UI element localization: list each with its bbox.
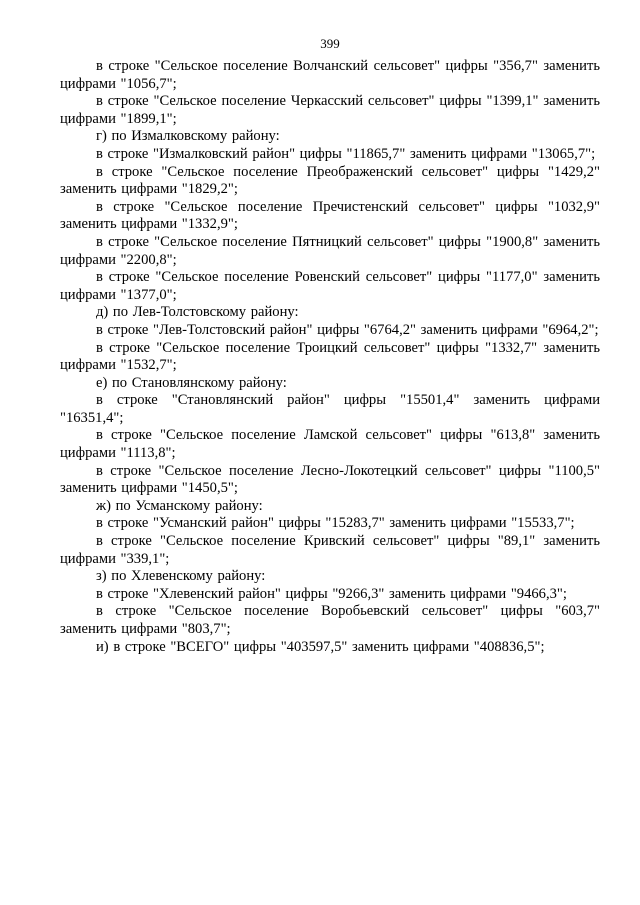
amendment-prechistensky: в строке "Сельское поселение Пречистенский сельсовет" цифры "1032,9" заменить цифрами "1332,9";: [60, 198, 600, 233]
page-number: 399: [320, 36, 340, 51]
amendment-krivsky: в строке "Сельское поселение Кривский сельсовет" цифры "89,1" заменить цифрами "339,1";: [60, 533, 600, 567]
document-page: [60, 36, 600, 656]
amendment-khlevensky-district: в строке "Хлевенский район" цифры "9266,3" заменить цифрами "9466,3";: [96, 585, 567, 602]
amendment-lev-tolstovsky-district: в строке "Лев-Толстовский район" цифры "6764,2" заменить цифрами "6964,2";: [96, 321, 599, 338]
amendment-cherkassky: в строке "Сельское поселение Черкасский сельсовет" цифры "1399,1" заменить цифрами "1899,1";: [60, 93, 600, 127]
amendment-lesno-lokotetsky: в строке "Сельское поселение Лесно-Локотецкий сельсовет" цифры "1100,5" заменить цифрами "1450,5";: [60, 462, 600, 497]
amendment-volchansky: в строке "Сельское поселение Волчанский сельсовет" цифры "356,7" заменить цифрами "1056,7";: [60, 58, 600, 92]
section-heading-lev-tolstovsky: д) по Лев-Толстовскому району:: [96, 304, 299, 321]
amendment-rovensky: в строке "Сельское поселение Ровенский сельсовет" цифры "1177,0" заменить цифрами "1377,0";: [60, 269, 600, 303]
section-heading-khlevensky: з) по Хлевенскому району:: [96, 568, 266, 585]
section-heading-usmansky: ж) по Усманскому району:: [96, 497, 263, 514]
amendment-vorobyevsky: в строке "Сельское поселение Воробьевский сельсовет" цифры "603,7" заменить цифрами "803,7";: [60, 603, 600, 637]
amendment-usmansky-district: в строке "Усманский район" цифры "15283,7" заменить цифрами "15533,7";: [96, 515, 575, 532]
amendment-pyatnitsky: в строке "Сельское поселение Пятницкий сельсовет" цифры "1900,8" заменить цифрами "2200,8";: [60, 233, 600, 268]
amendment-preobrazhensky: в строке "Сельское поселение Преображенский сельсовет" цифры "1429,2" заменить цифрами "1829,2";: [60, 163, 600, 198]
section-heading-stanovlyansky: е) по Становлянскому району:: [96, 374, 287, 391]
amendment-troitsky: в строке "Сельское поселение Троицкий сельсовет" цифры "1332,7" заменить цифрами "1532,7";: [60, 339, 600, 374]
amendment-stanovlyansky-district: в строке "Становлянский район" цифры "15501,4" заменить цифрами "16351,4";: [60, 392, 600, 426]
section-heading-izmalkovsky: г) по Измалковскому району:: [96, 128, 280, 145]
amendment-izmalkovsky-district: в строке "Измалковский район" цифры "11865,7" заменить цифрами "13065,7";: [96, 145, 596, 162]
amendment-total: и) в строке "ВСЕГО" цифры "403597,5" заменить цифрами "408836,5";: [96, 638, 545, 655]
amendment-lamskoy: в строке "Сельское поселение Ламской сельсовет" цифры "613,8" заменить цифрами "1113,8";: [60, 427, 600, 462]
